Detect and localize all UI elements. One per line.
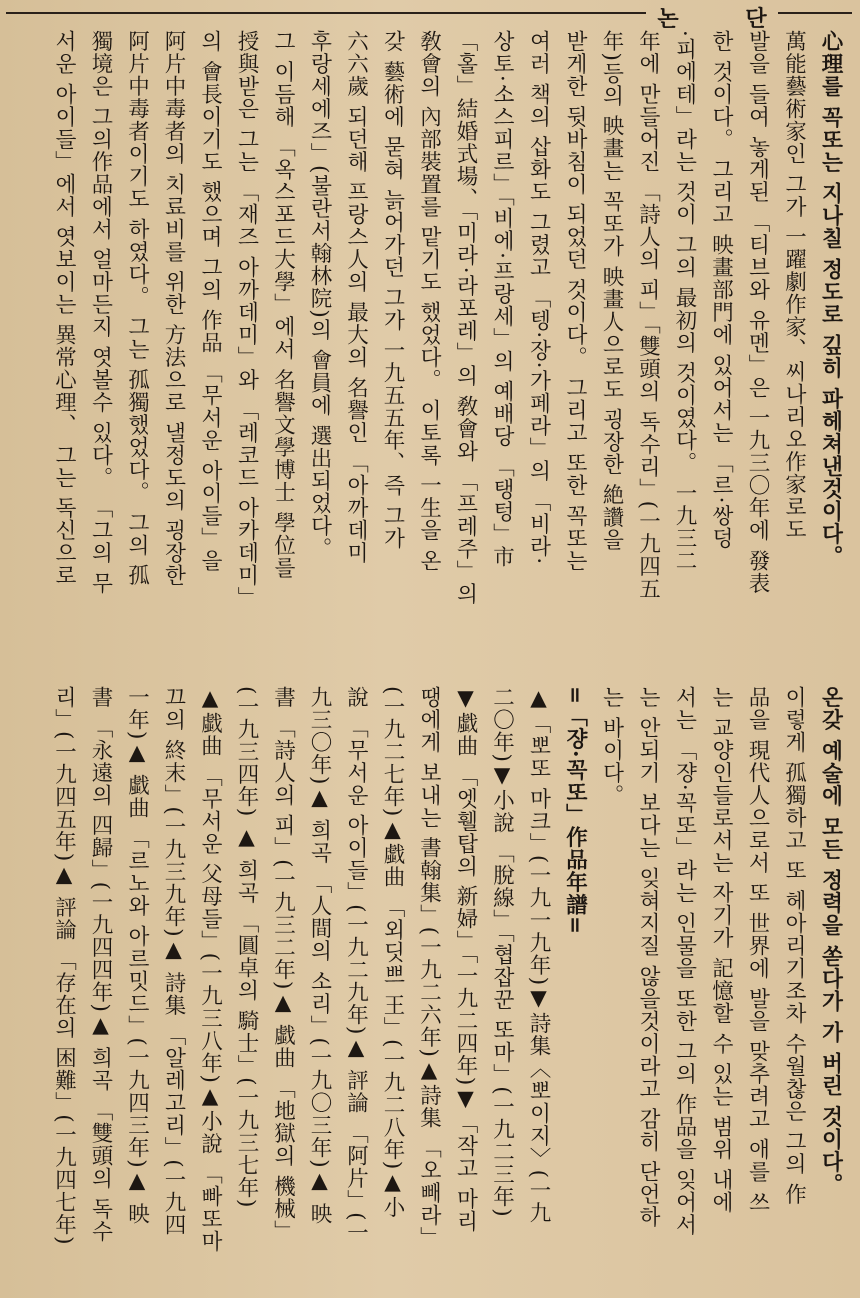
text-column: 서는 「쟝·꼭또」라는 인물을 또한 그의 作品을 잊어서 xyxy=(672,686,697,1236)
chronology-column: ▼戱曲 「엣휄탑의 新婦」「一九二四年)▼「작고 마리 xyxy=(453,686,478,1233)
top-rule-right xyxy=(778,12,852,14)
text-column: 후랑세에즈」(불란서翰林院)의 會員에 選出되었다。 xyxy=(307,30,332,560)
chronology-column: 땡에게 보내는 書翰集」(一九二六年)▲詩集 「오빼라」 xyxy=(416,686,442,1250)
text-column: 心理를 꼭또는 지나칠 정도로 깊히 파헤쳐낸것이다。 xyxy=(818,30,843,568)
text-column: 한 것이다。 그리고 映畫部門에 있어서는 「르·쌍덩 xyxy=(708,30,734,550)
chronology-column: 끄의 終末」(一九三九年)▲ 詩集 「알레고리」(一九四 xyxy=(161,686,186,1237)
works-chronology-heading: =「쟝·꼭또」作品年譜= xyxy=(562,686,588,936)
text-column: 받게한 뒷바침이 되었던 것이다。 그리고 또한 꼭또는 xyxy=(562,30,588,573)
text-column: 상토·소스피르」「비에·프랑세」의 예배당 「탱텅」市 xyxy=(489,30,515,569)
text-column: 年에 만들어진 「詩人의 피」「雙頭의 독수리」(一九四五 xyxy=(635,30,661,600)
text-column: 敎會의 內部裝置를 맡기도 했었다。 이토록 一生을 온 xyxy=(416,30,442,573)
chronology-column: ▲「뽀또 마크」(一九一九年)▼詩集〈뽀이지〉(一九 xyxy=(526,686,551,1224)
text-column: 萬能藝術家인 그가 一躍劇作家、씨나리오作家로도 xyxy=(781,30,807,541)
text-column: 授與받은 그는 「재즈 아까데미」와 「레코드 아카데미」 xyxy=(234,30,259,610)
text-column: ·피에테」라는 것이 그의 最初의 것이였다。 一九三二 xyxy=(672,30,697,573)
text-column: 品을 現代人으로서 또 世界에 발을 맞추려고 애를 쓰 xyxy=(745,686,770,1214)
text-column: 阿片中毒者이기도 하였다。 그는 孤獨했었다。 그의 孤 xyxy=(124,30,150,587)
text-column: 온갖 예술에 모든 정력을 쏟다가 가 버린 것이다。 xyxy=(818,686,843,1196)
text-column: 서운 아이들」에서 엿보이는 異常心理、 그는 독신으로 xyxy=(51,30,77,587)
text-column: 阿片中毒者의 치료비를 위한 方法으로 낼정도의 굉장한 xyxy=(161,30,186,587)
chronology-column: 說 「무서운 아이들」(一九二九年)▲ 評論 「阿片」(一 xyxy=(343,686,369,1245)
top-rule-left xyxy=(6,12,646,14)
text-column: 는 바이다。 xyxy=(599,686,624,807)
chronology-column: 書 「詩人의 피」(一九三二年)▲ 戱曲 「地獄의 機械」 xyxy=(270,686,296,1243)
text-column: 六六歲 되던해 프랑스人의 最大의 名譽인 「아까데미 xyxy=(343,30,369,565)
article-body-bottom xyxy=(6,686,848,1286)
chronology-column: (一九三四年) ▲ 희곡 「圓卓의 騎士」(一九三七年) xyxy=(234,686,259,1209)
text-column: 여러 책의 삽화도 그렸고 「텡·장·가페라」의 「비라· xyxy=(526,30,551,566)
chronology-column: 九三〇年)▲ 희곡 「人間의 소리」(一九〇三年)▲ 映 xyxy=(307,686,332,1226)
text-column: 獨境은 그의作品에서 얼마든지 엿볼수 있다。 「그의 무 xyxy=(88,30,113,595)
text-column: 는 안되기 보다는 잊혀지질 않을것이라고 감히 단언하 xyxy=(635,686,661,1229)
text-column: 발을 들여 놓게된 「티브와 유멘」은 一九三〇年에 發表 xyxy=(745,30,770,595)
chronology-column: 一年)▲ 戱曲 「르노와 아르밋드」(一九四三年)▲ 映 xyxy=(124,686,150,1226)
running-head-char-left: 논 xyxy=(657,6,679,32)
chronology-column: 리」(一九四五年)▲ 評論 「存在의 困難」(一九四七年) xyxy=(51,686,77,1246)
text-column: 「홀」結婚式場、「미라·라포레」의 敎會와 「프레주」의 xyxy=(453,30,478,606)
chronology-column: 二〇年)▼小說 「脫線」「협잡꾼 또마」(一九二三年) xyxy=(489,686,515,1218)
text-column: 는 교양인들로서는 자기가 記憶할 수 있는 범위 내에 xyxy=(708,686,734,1214)
text-column: 의 會長이기도 했으며 그의 作品 「무서운 아이들」을 xyxy=(197,30,223,573)
running-head-char-right: 단 xyxy=(745,6,767,32)
text-column: 이렇게 孤獨하고 또 헤아리기조차 수월찮은 그의 作 xyxy=(781,686,807,1206)
chronology-column: ▲戱曲 「무서운 父母들」(一九三八年)▲小說 「빠또마 xyxy=(197,686,223,1253)
article-body-top xyxy=(6,30,848,662)
text-column: 그 이듬해 「옥스포드大學」에서 名譽文學博士 學位를 xyxy=(270,30,296,579)
running-head xyxy=(648,2,776,33)
chronology-column: (一九二七年)▲戱曲 「외딧쁘 王」(一九二八年)▲小 xyxy=(380,686,405,1219)
text-column: 갖 藝術에 묻혀 늙어가던 그가 一九五五年、즉 그가 xyxy=(380,30,405,550)
text-column: 年)등의 映畫는 꼭또가 映畫人으로도 굉장한 絶讚을 xyxy=(599,30,624,552)
chronology-column: 書 「永遠의 四歸」(一九四四年)▲ 희곡 「雙頭의 독수 xyxy=(88,686,113,1243)
